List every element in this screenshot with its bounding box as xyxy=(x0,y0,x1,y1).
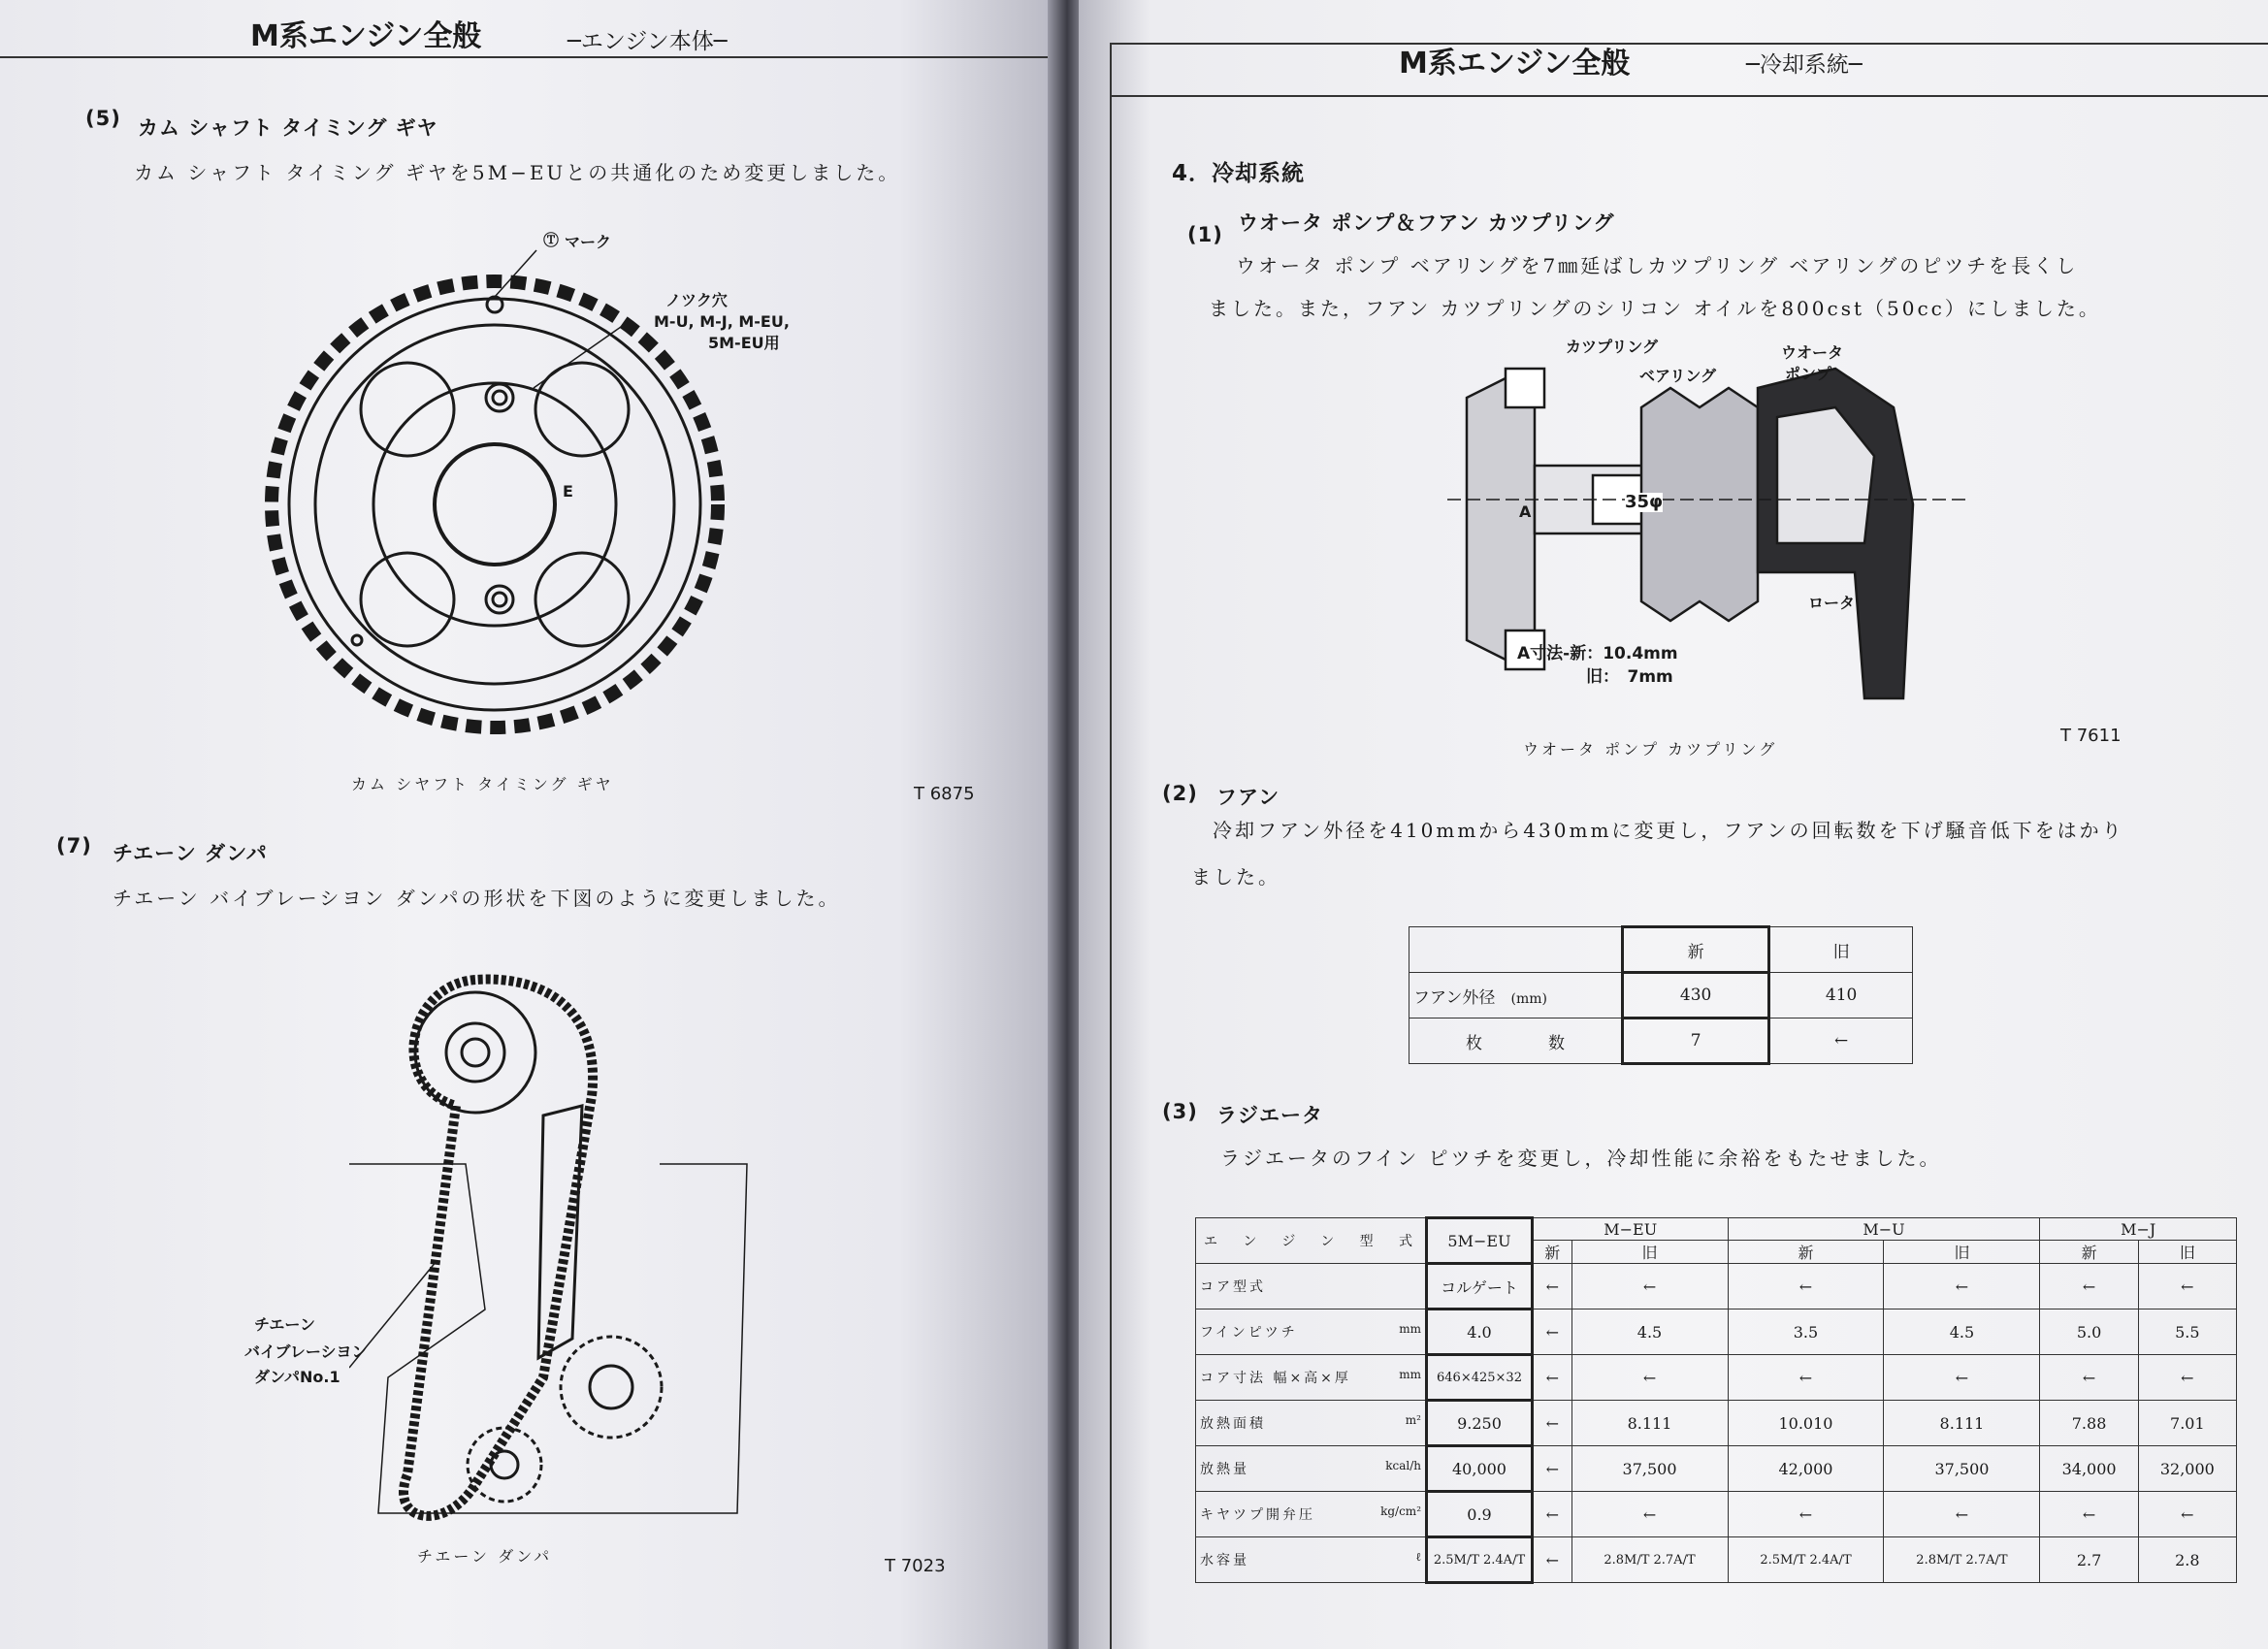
right-header-title: M系エンジン全般 xyxy=(1399,47,1631,81)
radiator-row-unit: ℓ xyxy=(1415,1550,1421,1564)
radiator-cell: 5.0 xyxy=(2040,1310,2138,1355)
radiator-cell: 2.5M/T 2.4A/T xyxy=(1427,1537,1533,1583)
radiator-cell: ← xyxy=(1533,1492,1572,1537)
radiator-sub-new: 新 xyxy=(2040,1241,2138,1264)
chain-damper-figure xyxy=(349,970,757,1533)
radiator-sub-new: 新 xyxy=(1728,1241,1884,1264)
left-header-title: M系エンジン全般 xyxy=(250,19,482,53)
radiator-head-meu: M−EU xyxy=(1533,1218,1729,1241)
radiator-row xyxy=(1196,1401,2237,1446)
radiator-row-label: 放熱面積 xyxy=(1200,1416,1266,1432)
radiator-row xyxy=(1196,1446,2237,1492)
radiator-row-unit: m² xyxy=(1405,1413,1421,1427)
radiator-cell: 3.5 xyxy=(1728,1310,1884,1355)
gear-letter-e: E xyxy=(563,482,573,501)
pump-label-water-1: ウオータ xyxy=(1781,343,1844,362)
radiator-cell: 40,000 xyxy=(1427,1446,1533,1492)
gear-mark-symbol: Ⓣ xyxy=(543,231,560,249)
s3-number: (3) xyxy=(1162,1100,1198,1123)
left-header-rule xyxy=(0,56,1048,58)
fan-table xyxy=(1409,925,1913,1065)
radiator-cell: コルゲート xyxy=(1427,1264,1533,1310)
radiator-cell: 5.5 xyxy=(2138,1310,2236,1355)
s1-number: (1) xyxy=(1187,223,1223,246)
fan-row2-old: ← xyxy=(1769,1018,1913,1064)
s7-body: チエーン バイブレーシヨン ダンパの形状を下図のように変更しました。 xyxy=(113,887,841,910)
radiator-row xyxy=(1196,1537,2237,1583)
radiator-row-unit: mm xyxy=(1399,1368,1421,1381)
s7-caption: チエーン ダンパ xyxy=(417,1547,553,1566)
radiator-row-unit: kcal/h xyxy=(1385,1459,1421,1472)
s5-body: カム シャフト タイミング ギヤを5M−EUとの共通化のため変更しました。 xyxy=(134,161,901,184)
s7-title: チエーン ダンパ xyxy=(113,842,268,865)
radiator-cell: 646×425×32 xyxy=(1427,1355,1533,1401)
left-header-section: ─エンジン本体─ xyxy=(567,29,728,54)
radiator-cell: 4.5 xyxy=(1571,1310,1728,1355)
s3-title: ラジエータ xyxy=(1216,1104,1323,1127)
radiator-sub-new: 新 xyxy=(1533,1241,1572,1264)
gear-label-knock-3: 5M-EU用 xyxy=(708,334,780,352)
radiator-cell: 8.111 xyxy=(1571,1401,1728,1446)
pump-label-rotor: ロータ xyxy=(1808,594,1856,612)
fan-row1-label-text: フアン外径 xyxy=(1413,987,1496,1008)
s1-body-line2: ました。また，フアン カツプリングのシリコン オイルを800cst（50cc）にしました。 xyxy=(1209,297,2101,320)
radiator-table-body xyxy=(1196,1264,2237,1583)
radiator-head-mu: M−U xyxy=(1728,1218,2040,1241)
radiator-sub-old: 旧 xyxy=(1571,1241,1728,1264)
radiator-corner: エンジン型式 xyxy=(1196,1218,1427,1264)
radiator-cell: ← xyxy=(1533,1537,1572,1583)
s2-body-line1: 冷却フアン外径を410mmから430mmに変更し，フアンの回転数を下げ騒音低下をはかり xyxy=(1213,819,2124,842)
radiator-cell: 34,000 xyxy=(2040,1446,2138,1492)
radiator-row-label-cell xyxy=(1196,1310,1427,1355)
fan-col-new: 新 xyxy=(1623,927,1769,973)
radiator-row-unit: kg/cm² xyxy=(1380,1504,1421,1518)
radiator-cell: ← xyxy=(1533,1401,1572,1446)
s1-caption: ウオータ ポンプ カツプリング xyxy=(1523,740,1778,759)
s5-caption: カム シヤフト タイミング ギヤ xyxy=(351,775,614,793)
radiator-row xyxy=(1196,1492,2237,1537)
radiator-row-label: コア型式 xyxy=(1200,1279,1266,1295)
fan-col-old: 旧 xyxy=(1769,927,1913,973)
radiator-cell: ← xyxy=(2040,1264,2138,1310)
radiator-cell: 2.8M/T 2.7A/T xyxy=(1571,1537,1728,1583)
radiator-cell: 32,000 xyxy=(2138,1446,2236,1492)
fan-row2-new: 7 xyxy=(1623,1018,1769,1064)
pump-label-dimension: 35φ xyxy=(1625,492,1664,512)
radiator-cell: ← xyxy=(1884,1355,2040,1401)
s1-body-line1: ウオータ ポンプ ベアリングを7㎜延ばしカツプリング ベアリングのピツチを長くし xyxy=(1236,254,2079,277)
radiator-cell: 9.250 xyxy=(1427,1401,1533,1446)
radiator-row xyxy=(1196,1264,2237,1310)
radiator-row-label-cell xyxy=(1196,1446,1427,1492)
gear-label-knock-2: M-U, M-J, M-EU, xyxy=(654,312,790,331)
gear-label-mark: マーク xyxy=(565,233,612,251)
s7-number: (7) xyxy=(56,834,92,857)
radiator-cell: 8.111 xyxy=(1884,1401,2040,1446)
fan-table-corner xyxy=(1409,927,1623,973)
radiator-sub-old: 旧 xyxy=(1884,1241,2040,1264)
radiator-cell: 7.01 xyxy=(2138,1401,2236,1446)
s2-body-line2: ました。 xyxy=(1191,865,1280,889)
pump-label-a: A xyxy=(1519,502,1532,521)
radiator-cell: 2.5M/T 2.4A/T xyxy=(1728,1537,1884,1583)
radiator-row-unit: mm xyxy=(1399,1322,1421,1336)
radiator-row-label-cell xyxy=(1196,1264,1427,1310)
radiator-cell: 4.5 xyxy=(1884,1310,2040,1355)
radiator-row-label: 水容量 xyxy=(1200,1553,1249,1568)
radiator-cell: ← xyxy=(1533,1355,1572,1401)
s7-figure-code: T 7023 xyxy=(885,1556,946,1576)
s3-body: ラジエータのフイン ピツチを変更し，冷却性能に余裕をもたせました。 xyxy=(1220,1147,1942,1170)
pump-label-coupling: カツプリング xyxy=(1566,338,1659,356)
radiator-cell: 4.0 xyxy=(1427,1310,1533,1355)
radiator-row-label-cell xyxy=(1196,1355,1427,1401)
radiator-cell: ← xyxy=(2138,1355,2236,1401)
chapter-title: 4．冷却系統 xyxy=(1172,161,1306,186)
radiator-cell: 37,500 xyxy=(1884,1446,2040,1492)
radiator-row-label-cell xyxy=(1196,1537,1427,1583)
right-header-rule xyxy=(1110,95,2268,97)
radiator-cell: 2.8M/T 2.7A/T xyxy=(1884,1537,2040,1583)
radiator-cell: ← xyxy=(2040,1492,2138,1537)
radiator-table xyxy=(1195,1216,2237,1584)
radiator-row xyxy=(1196,1355,2237,1401)
radiator-row-label: キヤツプ開弁圧 xyxy=(1200,1507,1315,1523)
fan-row1-label xyxy=(1409,973,1623,1018)
right-page xyxy=(1079,0,2268,1649)
radiator-cell: 0.9 xyxy=(1427,1492,1533,1537)
radiator-cell: ← xyxy=(2040,1355,2138,1401)
radiator-head-5meu: 5M−EU xyxy=(1427,1218,1533,1264)
radiator-cell: ← xyxy=(1533,1446,1572,1492)
damper-label-2: バイブレーシヨン xyxy=(244,1342,368,1361)
fan-row2-label: 枚 数 xyxy=(1409,1018,1623,1064)
radiator-cell: ← xyxy=(2138,1264,2236,1310)
radiator-cell: ← xyxy=(1728,1264,1884,1310)
right-header-section: ─冷却系統─ xyxy=(1746,52,1863,78)
radiator-row-label-cell xyxy=(1196,1401,1427,1446)
pump-label-bearing: ベアリング xyxy=(1639,367,1717,385)
pump-label-water-2: ポンプ xyxy=(1785,365,1832,383)
radiator-cell: ← xyxy=(1533,1264,1572,1310)
damper-label-1: チエーン xyxy=(254,1315,316,1334)
radiator-cell: ← xyxy=(1571,1264,1728,1310)
radiator-head-mj: M−J xyxy=(2040,1218,2237,1241)
radiator-cell: ← xyxy=(1728,1355,1884,1401)
radiator-cell: ← xyxy=(1571,1355,1728,1401)
s5-figure-code: T 6875 xyxy=(914,784,975,804)
gear-label-knock-1: ノツク穴 xyxy=(665,291,728,309)
right-top-rule xyxy=(1110,43,2268,45)
radiator-row-label: フインピツチ xyxy=(1200,1325,1298,1341)
radiator-row xyxy=(1196,1310,2237,1355)
radiator-cell: 7.88 xyxy=(2040,1401,2138,1446)
radiator-row-label: 放熱量 xyxy=(1200,1462,1249,1477)
radiator-cell: 10.010 xyxy=(1728,1401,1884,1446)
right-margin-rule xyxy=(1110,43,1112,1649)
radiator-cell: 37,500 xyxy=(1571,1446,1728,1492)
fan-row1-old: 410 xyxy=(1769,973,1913,1018)
radiator-cell: ← xyxy=(2138,1492,2236,1537)
pump-dim-old: 旧： 7mm xyxy=(1586,667,1673,687)
s1-title: ウオータ ポンプ＆フアン カツプリング xyxy=(1238,211,1615,235)
fan-row1-unit: (mm) xyxy=(1510,990,1548,1007)
pump-dim-new: A寸法-新：10.4mm xyxy=(1517,644,1678,663)
s1-figure-code: T 7611 xyxy=(2060,726,2122,746)
s2-title: フアン xyxy=(1216,786,1280,809)
radiator-cell: ← xyxy=(1533,1310,1572,1355)
radiator-cell: ← xyxy=(1728,1492,1884,1537)
radiator-row-label-cell xyxy=(1196,1492,1427,1537)
radiator-cell: ← xyxy=(1884,1492,2040,1537)
radiator-cell: ← xyxy=(1884,1264,2040,1310)
radiator-cell: 2.8 xyxy=(2138,1537,2236,1583)
left-page xyxy=(0,0,1057,1649)
radiator-cell: ← xyxy=(1571,1492,1728,1537)
s5-number: (5) xyxy=(85,107,121,130)
radiator-row-label: コア寸法 幅×高×厚 xyxy=(1200,1371,1351,1386)
radiator-cell: 42,000 xyxy=(1728,1446,1884,1492)
radiator-cell: 2.7 xyxy=(2040,1537,2138,1583)
fan-row1-new: 430 xyxy=(1623,973,1769,1018)
radiator-sub-old: 旧 xyxy=(2138,1241,2236,1264)
s2-number: (2) xyxy=(1162,782,1198,805)
damper-label-3: ダンパNo.1 xyxy=(254,1368,340,1386)
s5-title: カム シャフト タイミング ギヤ xyxy=(138,116,438,140)
